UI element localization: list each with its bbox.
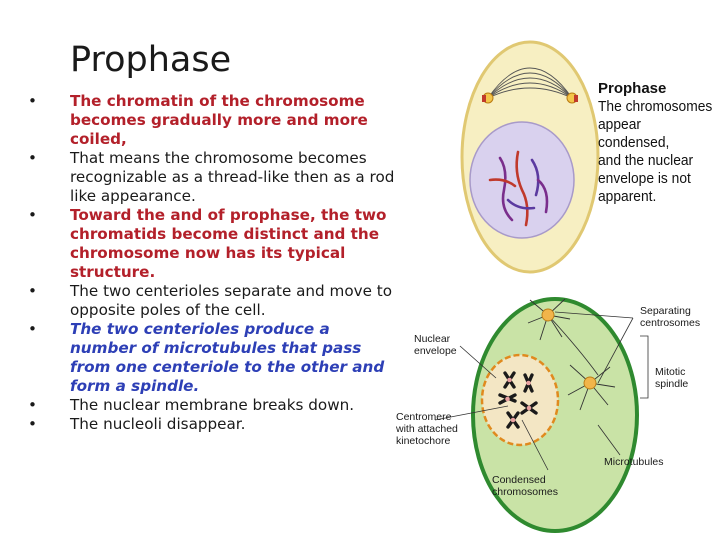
- bullet-dot: •: [28, 149, 37, 167]
- slide-title: Prophase: [70, 40, 232, 80]
- label-centromere: Centromere with attached kinetochore: [396, 411, 458, 447]
- label-mitotic-spindle: Mitotic spindle: [655, 366, 689, 390]
- bullet-dot: •: [28, 206, 37, 224]
- label-microtubules: Microtubules: [604, 456, 664, 468]
- bullet-text: The two centerioles produce a number of microtubules that pass from one centeriole to the other and form a spindle.: [70, 320, 385, 395]
- bullet-text: The nuclear membrane breaks down.: [70, 396, 355, 414]
- label-condensed-chromosomes: Condensed chromosomes: [492, 474, 558, 498]
- bullet-dot: •: [28, 282, 37, 300]
- bullet-text: The two centerioles separate and move to opposite poles of the cell.: [70, 282, 393, 319]
- bullet-dot: •: [28, 396, 37, 414]
- bullet-text: That means the chromosome becomes recognizable as a thread-like then as a rod like appearance.: [70, 149, 395, 205]
- bullet-text: Toward the and of prophase, the two chromatids become distinct and the chromosome now has its typical structure.: [70, 206, 387, 281]
- bullet-dot: •: [28, 320, 37, 338]
- bullet-text: The chromatin of the chromosome becomes gradually more and more coiled,: [70, 92, 368, 148]
- bullet-text: The nucleoli disappear.: [70, 415, 246, 433]
- label-separating-centrosomes: Separating centrosomes: [640, 305, 701, 329]
- caption-title: Prophase: [598, 80, 667, 97]
- label-nuclear-envelope: Nuclear envelope: [414, 333, 457, 357]
- bullet-dot: •: [28, 415, 37, 433]
- caption-text: The chromosomes appear condensed, and the nuclear envelope is not apparent.: [598, 98, 713, 205]
- bullet-dot: •: [28, 92, 37, 110]
